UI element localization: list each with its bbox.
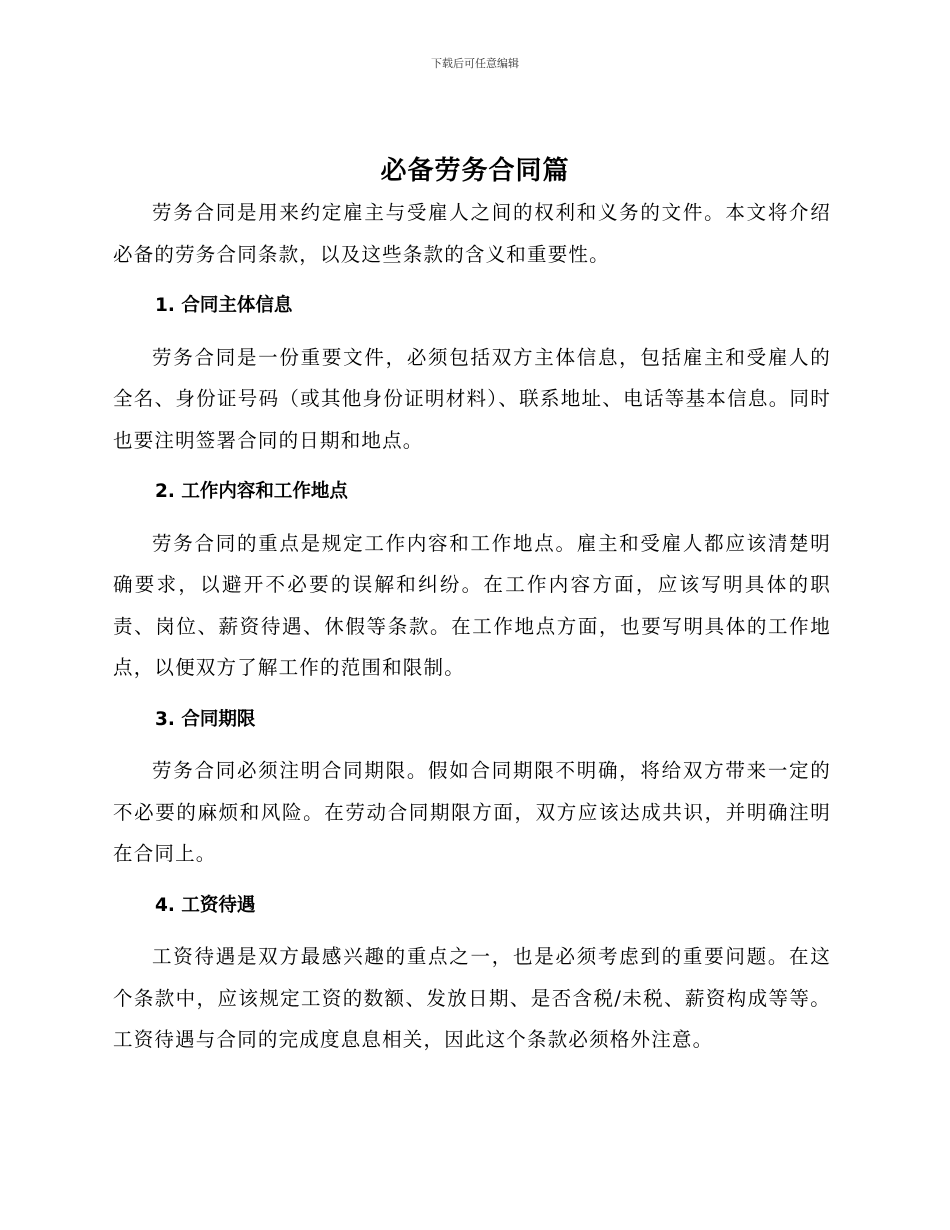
section-paragraph: 劳务合同的重点是规定工作内容和工作地点。雇主和受雇人都应该清楚明确要求，以避开不必要的误解和纠纷。在工作内容方面，应该写明具体的职责、岗位、薪资待遇、休假等条款。在工作地点方面，也要写明具体的工作地点，以便双方了解工作的范围和限制。 [113,531,831,679]
section-heading: 1. 合同主体信息 [155,295,293,316]
section-heading: 3. 合同期限 [155,708,256,730]
document-body [113,192,831,1061]
section-paragraph: 劳务合同是一份重要文件，必须包括双方主体信息，包括雇主和受雇人的全名、身份证号码（或其他身份证明材料）、联系地址、电话等基本信息。同时也要注明签署合同的日期和地点。 [113,345,831,452]
intro-paragraph: 劳务合同是用来约定雇主与受雇人之间的权利和义务的文件。本文将介绍必备的劳务合同条款，以及这些条款的含义和重要性。 [113,201,831,266]
header-note: 下载后可任意编辑 [431,57,519,70]
section-paragraph: 劳务合同必须注明合同期限。假如合同期限不明确，将给双方带来一定的不必要的麻烦和风险。在劳动合同期限方面，双方应该达成共识，并明确注明在合同上。 [113,759,831,865]
document-title: 必备劳务合同篇 [380,156,570,186]
section-heading: 4. 工资待遇 [155,894,256,916]
section-heading: 2. 工作内容和工作地点 [155,481,348,502]
section-paragraph: 工资待遇是双方最感兴趣的重点之一，也是必须考虑到的重要问题。在这个条款中，应该规定工资的数额、发放日期、是否含税/未税、薪资构成等等。工资待遇与合同的完成度息息相关，因此这个条款必须格外注意。 [113,945,831,1051]
